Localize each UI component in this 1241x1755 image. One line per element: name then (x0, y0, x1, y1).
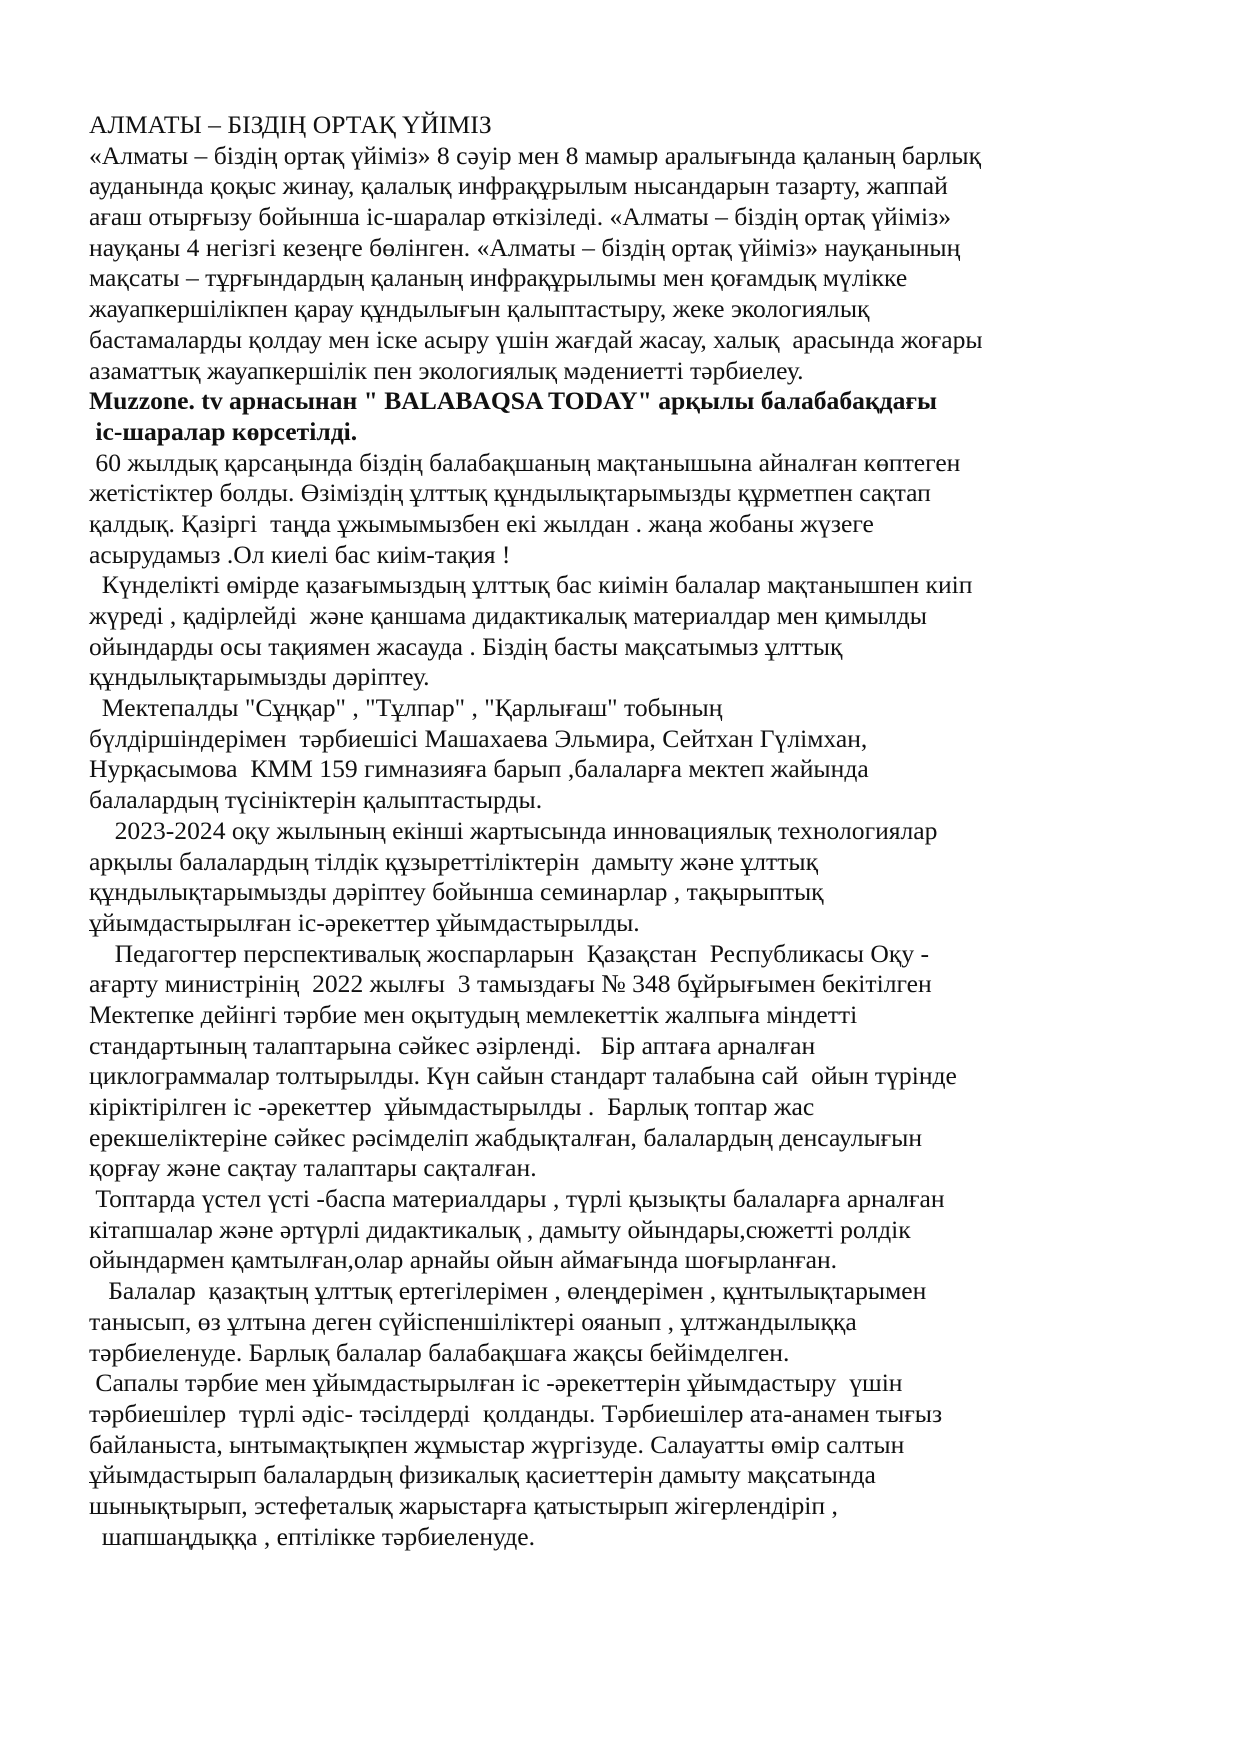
text-line: азаматтық жауапкершілік пен экологиялық мәдениетті тәрбиелеу. (89, 355, 804, 385)
text-line: Топтарда үстел үсті -баспа материалдары , түрлі қызықты балаларға арналған (89, 1184, 945, 1214)
text-line: қалдық. Қазіргі таңда ұжымымызбен екі жылдан . жаңа жобаны жүзеге (89, 508, 874, 538)
text-line: 60 жылдық қарсаңында біздің балабақшаның мақтанышына айналған көптеген (89, 447, 961, 477)
text-line: жүреді , қадірлейді және қаншама дидактикалық материалдар мен қимылды (89, 601, 927, 630)
text-line: «Алматы – біздің ортақ үйіміз» 8 сәуір мен 8 мамыр аралығында қаланың барлық (89, 140, 982, 170)
heading-line: іс-шаралар көрсетілді. (89, 416, 358, 446)
text-line: жетістіктер болды. Өзіміздің ұлттық құндылықтарымызды құрметпен сақтап (89, 478, 931, 508)
text-line: құндылықтарымызды дәріптеу бойынша семинарлар , тақырыптық (89, 877, 824, 907)
text-line: құндылықтарымызды дәріптеу. (89, 662, 430, 692)
text-line: науқаны 4 негізгі кезеңге бөлінген. «Алматы – біздің ортақ үйіміз» науқанының (89, 232, 961, 262)
text-line: Педагогтер перспективалық жоспарларын Қазақстан Республикасы Оқу - (89, 938, 930, 968)
text-line: ағаш отырғызу бойынша іс-шаралар өткізіледі. «Алматы – біздің ортақ үйіміз» (89, 202, 952, 232)
intro-paragraph (89, 141, 1169, 387)
text-line: кіріктірілген іс -әрекеттер ұйымдастырылды . Барлық топтар жас (89, 1092, 815, 1121)
text-line: тәрбиеленуде. Барлық балалар балабақшаға жақсы бейімделген. (89, 1337, 790, 1367)
text-line: қорғау және сақтау талаптары сақталған. (89, 1153, 537, 1183)
text-line: ерекшеліктеріне сәйкес рәсімделіп жабдықталған, балалардың денсаулығын (89, 1122, 923, 1152)
text-line: кітапшалар және әртүрлі дидактикалық , дамыту ойындары,сюжетті ролдік (89, 1214, 911, 1244)
text-line: ойындармен қамтылған,олар арнайы ойын аймағында шоғырланған. (89, 1245, 838, 1275)
text-line: балалардың түсініктерін қалыптастырды. (89, 785, 543, 815)
text-line: Сапалы тәрбие мен ұйымдастырылған іс -әрекеттерін ұйымдастыру үшін (89, 1368, 903, 1398)
text-line: шынықтырып, эстефеталық жарыстарға қатыстырып жігерлендіріп , (89, 1490, 838, 1520)
text-line: Мектепке дейінгі тәрбие мен оқытудың мемлекеттік жалпыға міндетті (89, 999, 858, 1029)
text-line: шапшаңдыққа , ептілікке тәрбиеленуде. (89, 1521, 536, 1551)
text-line: Күнделікті өмірде қазағымыздың ұлттық бас киімін балалар мақтанышпен киіп (89, 570, 973, 600)
text-line: танысып, өз ұлтына деген сүйіспеншіліктері ояанып , ұлтжандылыққа (89, 1306, 857, 1336)
text-line: бүлдіршіндерімен тәрбиешісі Машахаева Эльмира, Сейтхан Гүлімхан, (89, 723, 868, 753)
text-line: 2023-2024 оқу жылының екінші жартысында инновациялық технологиялар (89, 815, 938, 845)
text-line: ауданында қоқыс жинау, қалалық инфрақұрылым нысандарын тазарту, жаппай (89, 171, 948, 201)
text-line: мақсаты – тұрғындардың қаланың инфрақұрылымы мен қоғамдық мүлікке (89, 263, 908, 293)
text-line: ойындарды осы тақиямен жасауда . Біздің басты мақсатымыз ұлттық (89, 631, 843, 661)
text-line: асырудамыз .Ол киелі бас киім-тақия ! (89, 539, 511, 569)
section-heading (89, 386, 1169, 447)
text-line: ұйымдастырып балалардың физикалық қасиеттерін дамыту мақсатында (89, 1460, 876, 1490)
text-line: бастамаларды қолдау мен іске асыру үшін жағдай жасау, халық арасында жоғары (89, 324, 983, 354)
text-line: Мектепалды "Сұңқар" , "Тұлпар" , "Қарлығаш" тобының (89, 693, 723, 723)
body-text (89, 448, 1169, 1553)
text-line: жауапкершілікпен қарау құндылығын қалыптастыру, жеке экологиялық (89, 294, 870, 324)
text-line: циклограммалар толтырылды. Күн сайын стандарт талабына сай ойын түрінде (89, 1061, 957, 1091)
text-line: байланыста, ынтымақтықпен жұмыстар жүргізуде. Салауатты өмір салтын (89, 1429, 905, 1459)
text-line: Балалар қазақтың ұлттық ертегілерімен , өлеңдерімен , құнтылықтарымен (89, 1276, 927, 1306)
text-line: Нурқасымова КММ 159 гимназияға барып ,балаларға мектеп жайында (89, 754, 869, 784)
text-line: тәрбиешілер түрлі әдіс- тәсілдерді қолданды. Тәрбиешілер ата-анамен тығыз (89, 1398, 943, 1428)
document-page (89, 110, 1169, 1552)
text-line: ұйымдастырылған іс-әрекеттер ұйымдастырылды. (89, 907, 640, 937)
text-line: ағарту министрінің 2022 жылғы 3 тамыздағы № 348 бұйрығымен бекітілген (89, 969, 932, 999)
heading-line: Muzzone. tv арнасынан " BALABAQSA TODAY" арқылы балабабақдағы (89, 386, 938, 416)
text-line: арқылы балалардың тілдік құзыреттіліктерін дамыту және ұлттық (89, 846, 819, 876)
text-line: стандартының талаптарына сәйкес әзірленді. Бір аптаға арналған (89, 1030, 816, 1060)
document-title: АЛМАТЫ – БІЗДІҢ ОРТАҚ ҮЙІМІЗ (89, 110, 492, 139)
